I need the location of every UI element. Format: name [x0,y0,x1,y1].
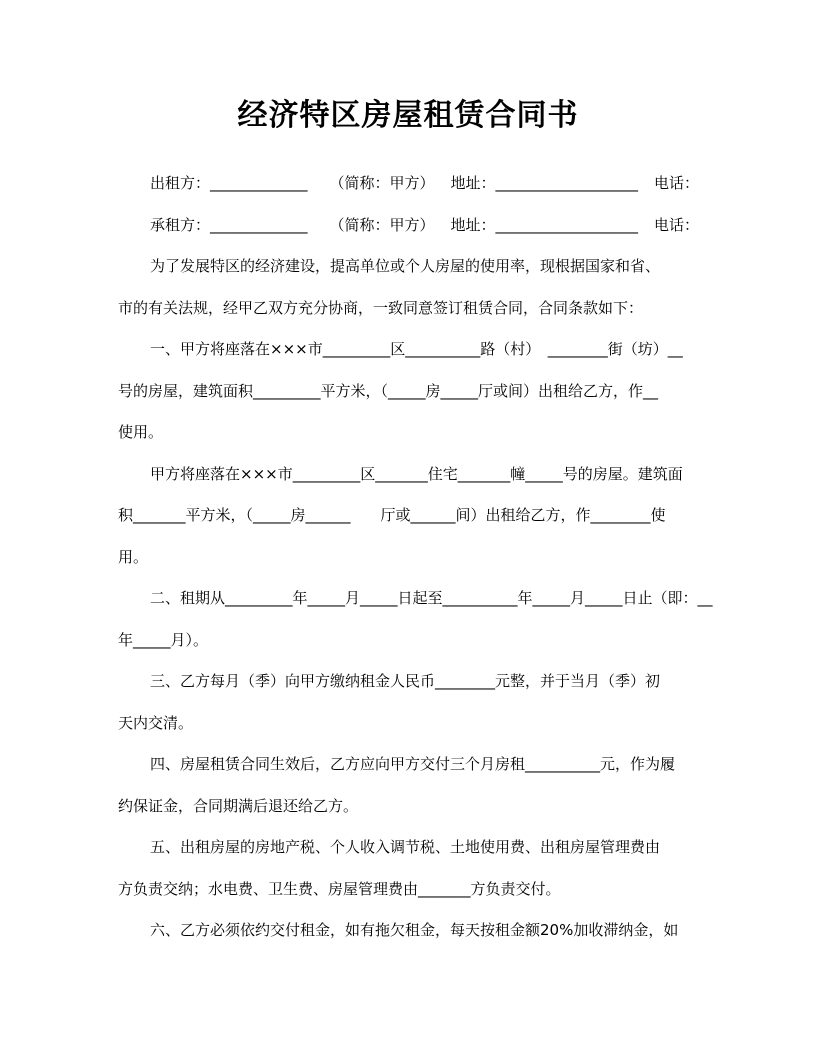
contract-line: 三、乙方每月（季）向甲方缴纳租金人民币________元整，并于当月（季）初 [150,672,661,690]
document-body [118,163,713,952]
contract-line: 为了发展特区的经济建设，提高单位或个人房屋的使用率，现根据国家和省、 [150,257,661,275]
contract-line: 年_____月）。 [118,630,209,649]
tenant-phone-label: 电话： [654,215,700,234]
tenant-address-label: 地址： [450,215,496,234]
contract-line: 方负责交纳；水电费、卫生费、房屋管理费由_______方负责交付。 [118,879,561,898]
landlord-role-label: 出租方： [150,174,211,192]
contract-line: 四、房屋租赁合同生效后，乙方应向甲方交付三个月房租__________元，作为履 [150,755,676,773]
landlord-address-blank[interactable]: ___________________ [495,174,639,192]
contract-line: 用。 [118,547,149,566]
paragraph-intro [118,246,700,329]
tenant-alias-label: （简称：甲方） [329,215,435,234]
paragraph-clause-1-continued [118,454,700,579]
paragraph-clause-5 [118,827,700,910]
paragraph-clause-3 [118,661,700,744]
contract-line: 六、乙方必须依约交付租金，如有拖欠租金，每天按租金额20%加收滞纳金，如 [150,921,679,939]
paragraph-clause-6 [118,910,700,952]
party-row-tenant [118,205,700,247]
contract-line: 五、出租房屋的房地产税、个人收入调节税、土地使用费、出租房屋管理费由 [150,838,661,856]
party-row-landlord [118,163,700,205]
document-title: 经济特区房屋租赁合同书 [237,98,579,133]
paragraph-clause-1 [118,329,700,454]
contract-line: 甲方将座落在×××市_________区_______住宅_______幢_____号的房屋。建筑面 [150,464,683,483]
landlord-alias-label: （简称：甲方） [329,174,435,192]
tenant-role-label: 承租方： [150,215,211,234]
contract-line: 二、租期从_________年_____月_____日起至__________年_____月_____日止（即：__ [150,589,713,607]
tenant-name-blank[interactable]: _____________ [210,215,308,234]
contract-line: 天内交清。 [118,713,194,732]
contract-line: 号的房屋，建筑面积_________平方米，（_____房_____厅或间）出租给乙方，作__ [118,381,659,400]
contract-line: 一、甲方将座落在×××市_________区__________路（村） ________街（坊）__ [150,340,683,358]
contract-line: 积_______平方米，（_____房______ 厅或______间）出租给乙方，作________使 [118,506,666,524]
tenant-address-blank[interactable]: ___________________ [495,215,639,234]
paragraph-clause-2 [118,578,713,661]
contract-line: 使用。 [118,423,164,441]
landlord-phone-label: 电话： [654,174,700,192]
landlord-name-blank[interactable]: _____________ [210,174,308,192]
landlord-address-label: 地址： [450,174,496,192]
contract-line: 市的有关法规，经甲乙双方充分协商，一致同意签订租赁合同，合同条款如下： [118,298,644,317]
contract-line: 约保证金，合同期满后退还给乙方。 [118,796,359,815]
paragraph-clause-4 [118,744,700,827]
